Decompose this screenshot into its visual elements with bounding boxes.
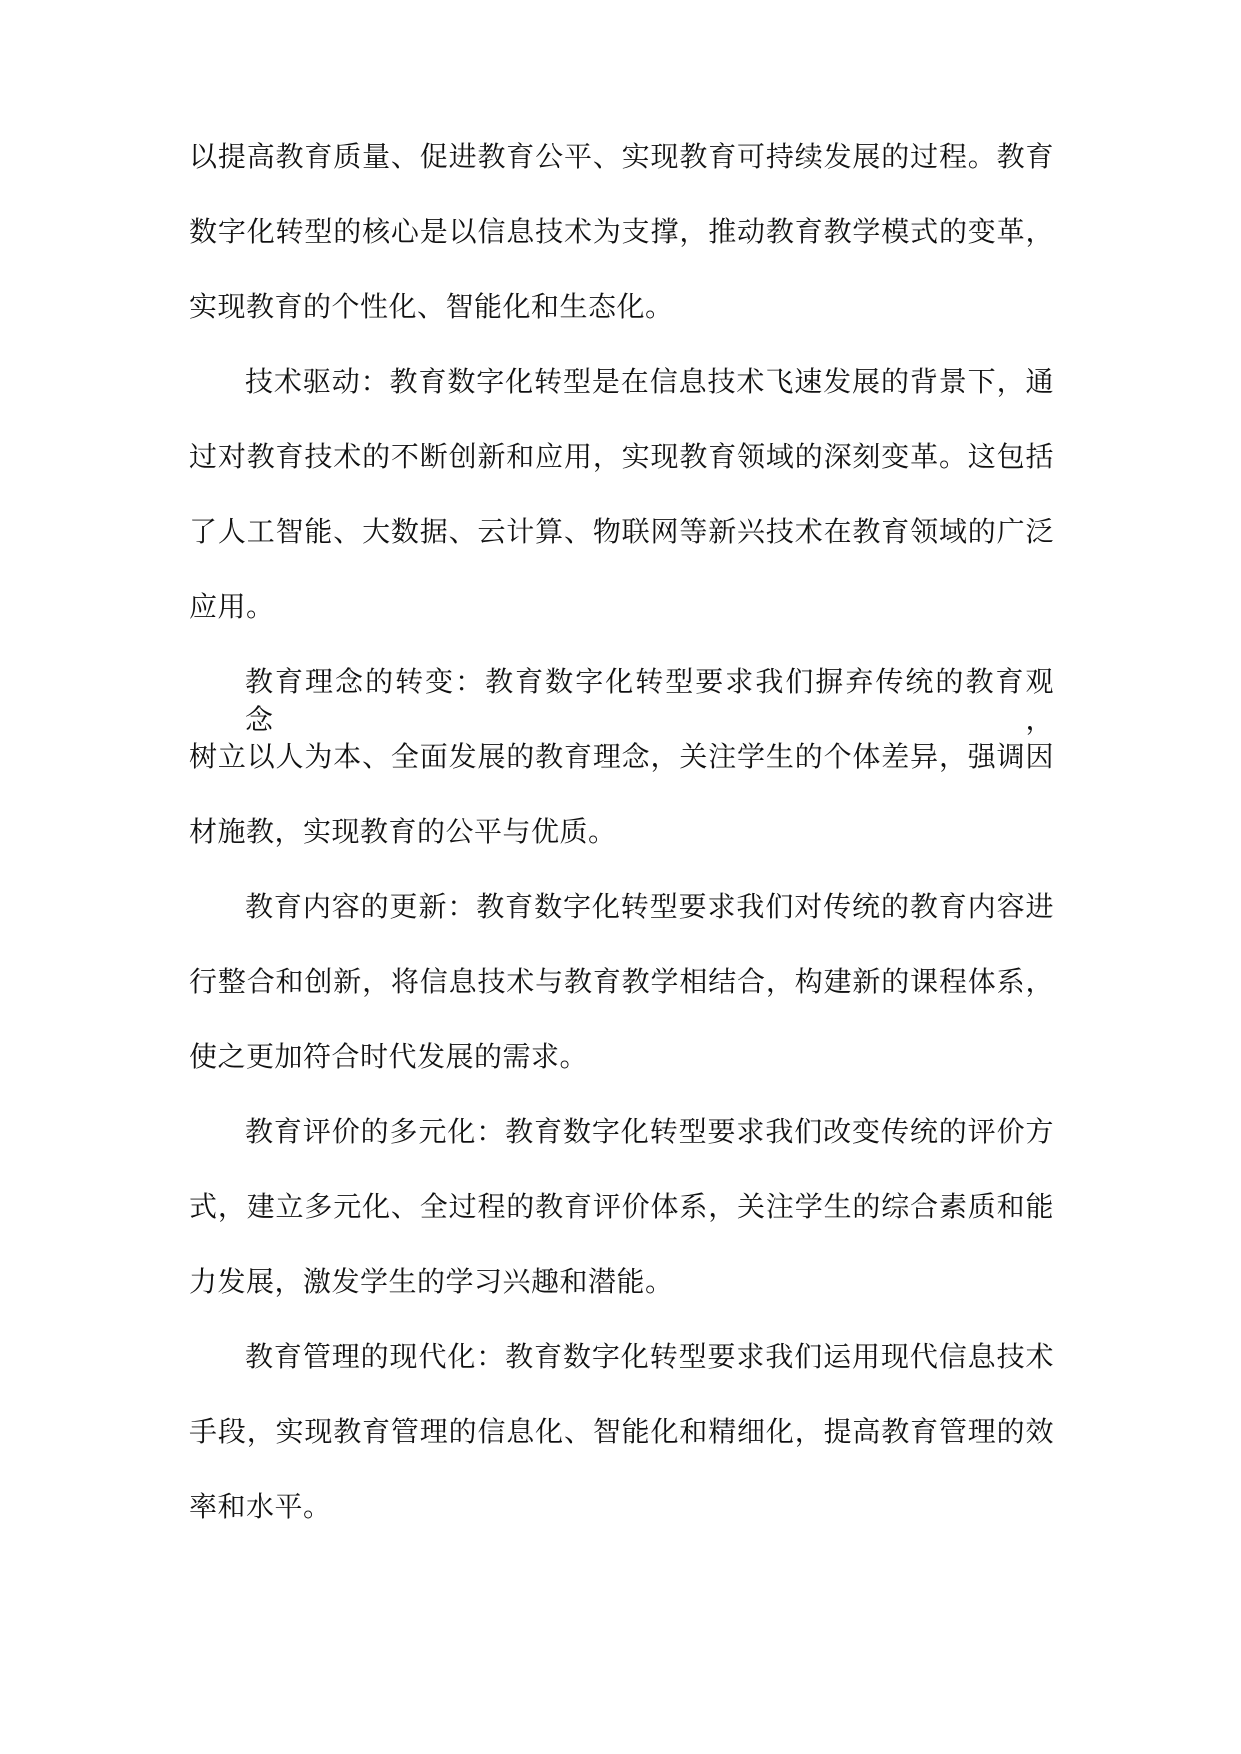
paragraph-line: 教育评价的多元化：教育数字化转型要求我们改变传统的评价方: [245, 1115, 1054, 1148]
document-body: [189, 138, 1054, 1526]
paragraph-line: 教育理念的转变：教育数字化转型要求我们摒弃传统的教育观念，: [245, 665, 1054, 736]
paragraph-line: 数字化转型的核心是以信息技术为支撑，推动教育教学模式的变革，: [189, 215, 1054, 248]
paragraph-line: 教育内容的更新：教育数字化转型要求我们对传统的教育内容进: [245, 890, 1054, 923]
paragraph-line: 式，建立多元化、全过程的教育评价体系，关注学生的综合素质和能: [189, 1190, 1054, 1223]
paragraph-line: 率和水平。: [189, 1490, 332, 1523]
paragraph-line: 应用。: [189, 590, 275, 623]
paragraph-line: 了人工智能、大数据、云计算、物联网等新兴技术在教育领域的广泛: [189, 515, 1054, 548]
paragraph-line: 使之更加符合时代发展的需求。: [189, 1040, 589, 1073]
paragraph-line: 以提高教育质量、促进教育公平、实现教育可持续发展的过程。教育: [189, 140, 1054, 173]
paragraph-line: 行整合和创新，将信息技术与教育教学相结合，构建新的课程体系，: [189, 965, 1054, 998]
paragraph-line: 实现教育的个性化、智能化和生态化。: [189, 290, 674, 323]
paragraph-line: 教育管理的现代化：教育数字化转型要求我们运用现代信息技术: [245, 1340, 1054, 1373]
paragraph-line: 手段，实现教育管理的信息化、智能化和精细化，提高教育管理的效: [189, 1415, 1054, 1448]
paragraph-line: 技术驱动：教育数字化转型是在信息技术飞速发展的背景下，通: [245, 365, 1054, 398]
paragraph-line: 树立以人为本、全面发展的教育理念，关注学生的个体差异，强调因: [189, 740, 1054, 773]
paragraph-line: 过对教育技术的不断创新和应用，实现教育领域的深刻变革。这包括: [189, 440, 1054, 473]
paragraph-line: 力发展，激发学生的学习兴趣和潜能。: [189, 1265, 674, 1298]
paragraph-line: 材施教，实现教育的公平与优质。: [189, 815, 617, 848]
